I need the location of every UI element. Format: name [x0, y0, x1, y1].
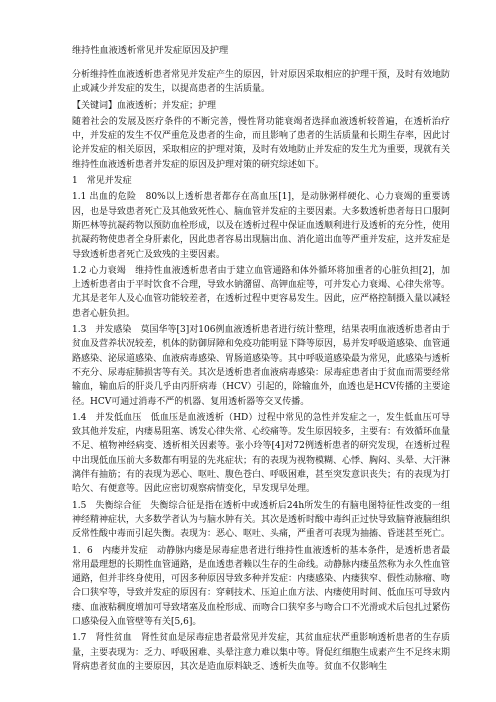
body-paragraph-1-5: 1.5 失衡综合征 失衡综合征是指在透析中或透析后24h所发生的有脑电图特征性改变的一组神经精神症状，大多数学者认为与脑水肿有关。其次是透析时酸中毒纠正过快导致脑脊液脑组织反常性酸中毒而引起失衡。表现为：恶心、呕吐、头痛，严重者可表现为抽搐、昏迷甚至死亡。 [72, 500, 451, 540]
body-paragraph-1-2: 1.2 心力衰竭 维持性血液透析患者由于建立血管通路和体外循环将加重者的心脏负担[2]，加上透析患者由于平时饮食不合理，导致水钠潴留、高钾血症等，可并发心力衰竭、心律失常等。尤其是老年人及心血管功能较差者，在透析过程中更容易发生。因此，应严格控制摄入量以减轻患者心脏负担。 [72, 265, 451, 319]
intro-paragraph: 随着社会的发展及医疗条件的不断完善，慢性肾功能衰竭者选择血液透析较普遍，在透析治疗中，并发症的发生不仅严重危及患者的生命，而且影响了患者的生活质量和长期生存率，因此讨论并发症的相关原因，采取相应的护理对策，及时有效地防止并发症的发生尤为重要，现就有关维持性血液透析患者并发症的原因及护理对策的研究综述如下。 [72, 116, 451, 170]
abstract-paragraph: 分析维持性血液透析患者常见并发症产生的原因，针对原因采取相应的护理干预，及时有效地防止或减少并发症的发生，以提高患者的生活质量。 [72, 70, 451, 95]
document-title: 维持性血液透析常见并发症原因及护理 [72, 45, 229, 56]
section-heading: 1 常见并发症 [72, 176, 132, 187]
body-paragraph-1-6: 1．6 内瘘并发症 动静脉内瘘是尿毒症患者进行维持性血液透析的基本条件，是透析患者最常用最理想的长期性血管通路，是血透患者赖以生存的生命线。动静脉内瘘虽然称为永久性血管通路，但并非终身使用，可因多种原因导致多种并发症：内瘘感染、内瘘狭窄、假性动脉瘤、吻合口狭窄等，导致并发症的原因有：穿刺技术、压迫止血方法、内瘘使用时间、低血压可导致内瘘、血液粘稠度增加可导致堵塞及血栓形成、而吻合口狭窄多与吻合口不光滑或术后包扎过紧伤口感染侵入血管壁等有关[5,6]。 [72, 545, 451, 627]
body-paragraph-1-4: 1.4 并发低血压 低血压是血液透析（HD）过程中常见的急性并发症之一，发生低血压可导致其他并发症，内瘘易阻塞、诱发心律失常、心绞痛等。发生原因较多，主要有：有效循环血量不足、植物神经病变、透析相关因素等。张小玲等[4]对72例透析患者的研究发现，在透析过程中出现低血压前大多数都有明显的先兆症状；有的表现为视物模糊、心悸、胸闷、头晕、大汗淋漓伴有抽筋；有的表现为恶心、呕吐、腹色苍白、呼吸困难，甚至突发意识丧失；有的表现为打哈欠、有便意等。因此应密切观察病情变化，早发现早处理。 [72, 412, 451, 495]
body-paragraph-1-1: 1.1 出血的危险 80%以上透析患者都存在高血压[1]，是动脉粥样硬化、心力衰竭的重要诱因，也是导致患者死亡及其他致死性心、脑血管并发症的主要因素。大多数透析患者每日口服阿斯匹林等抗凝药物以预防血栓形成，以及在透析过程中保证血透顺利进行及透析的充分性，使用抗凝药物使患者全身肝素化，因此患者容易出现脑出血、消化道出血等严重并发症，这并发症是导致透析患者死亡及致残的主要因素。 [72, 192, 451, 260]
body-paragraph-1-3: 1.3 并发感染 莫国华等[3]对106例血液透析患者进行统计整理，结果表明血液透析患者由于贫血及营养状况较差，机体的防御屏障和免疫功能明显下降等原因，易并发呼吸道感染、血管通路感染、泌尿道感染、血液病毒感染、胃肠道感染等。其中呼吸道感染最为常见，此感染与透析不充分、尿毒症肺损害等有关。其次是透析患者血液病毒感染：尿毒症患者由于贫血而需要经常输血，输血后的肝炎几乎由丙肝病毒（HCV）引起的，除输血外，血透也是HCV传播的主要途径。HCV可通过消毒不严的机器、复用透析器等交叉传播。 [72, 325, 451, 407]
body-paragraph-1-7: 1.7 肾性贫血 肾性贫血是尿毒症患者最常见并发症，其贫血症状严重影响透析患者的生存质量，主要表现为：乏力、呼吸困难、头晕注意力难以集中等。肾促红细胞生成素产生不足终末期肾病患者贫血的主要原因，其次是造血原料缺乏、透析失血等。贫血不仅影响生 [72, 633, 451, 672]
keywords-line: 【关键词】血液透析；并发症；护理 [72, 100, 217, 111]
